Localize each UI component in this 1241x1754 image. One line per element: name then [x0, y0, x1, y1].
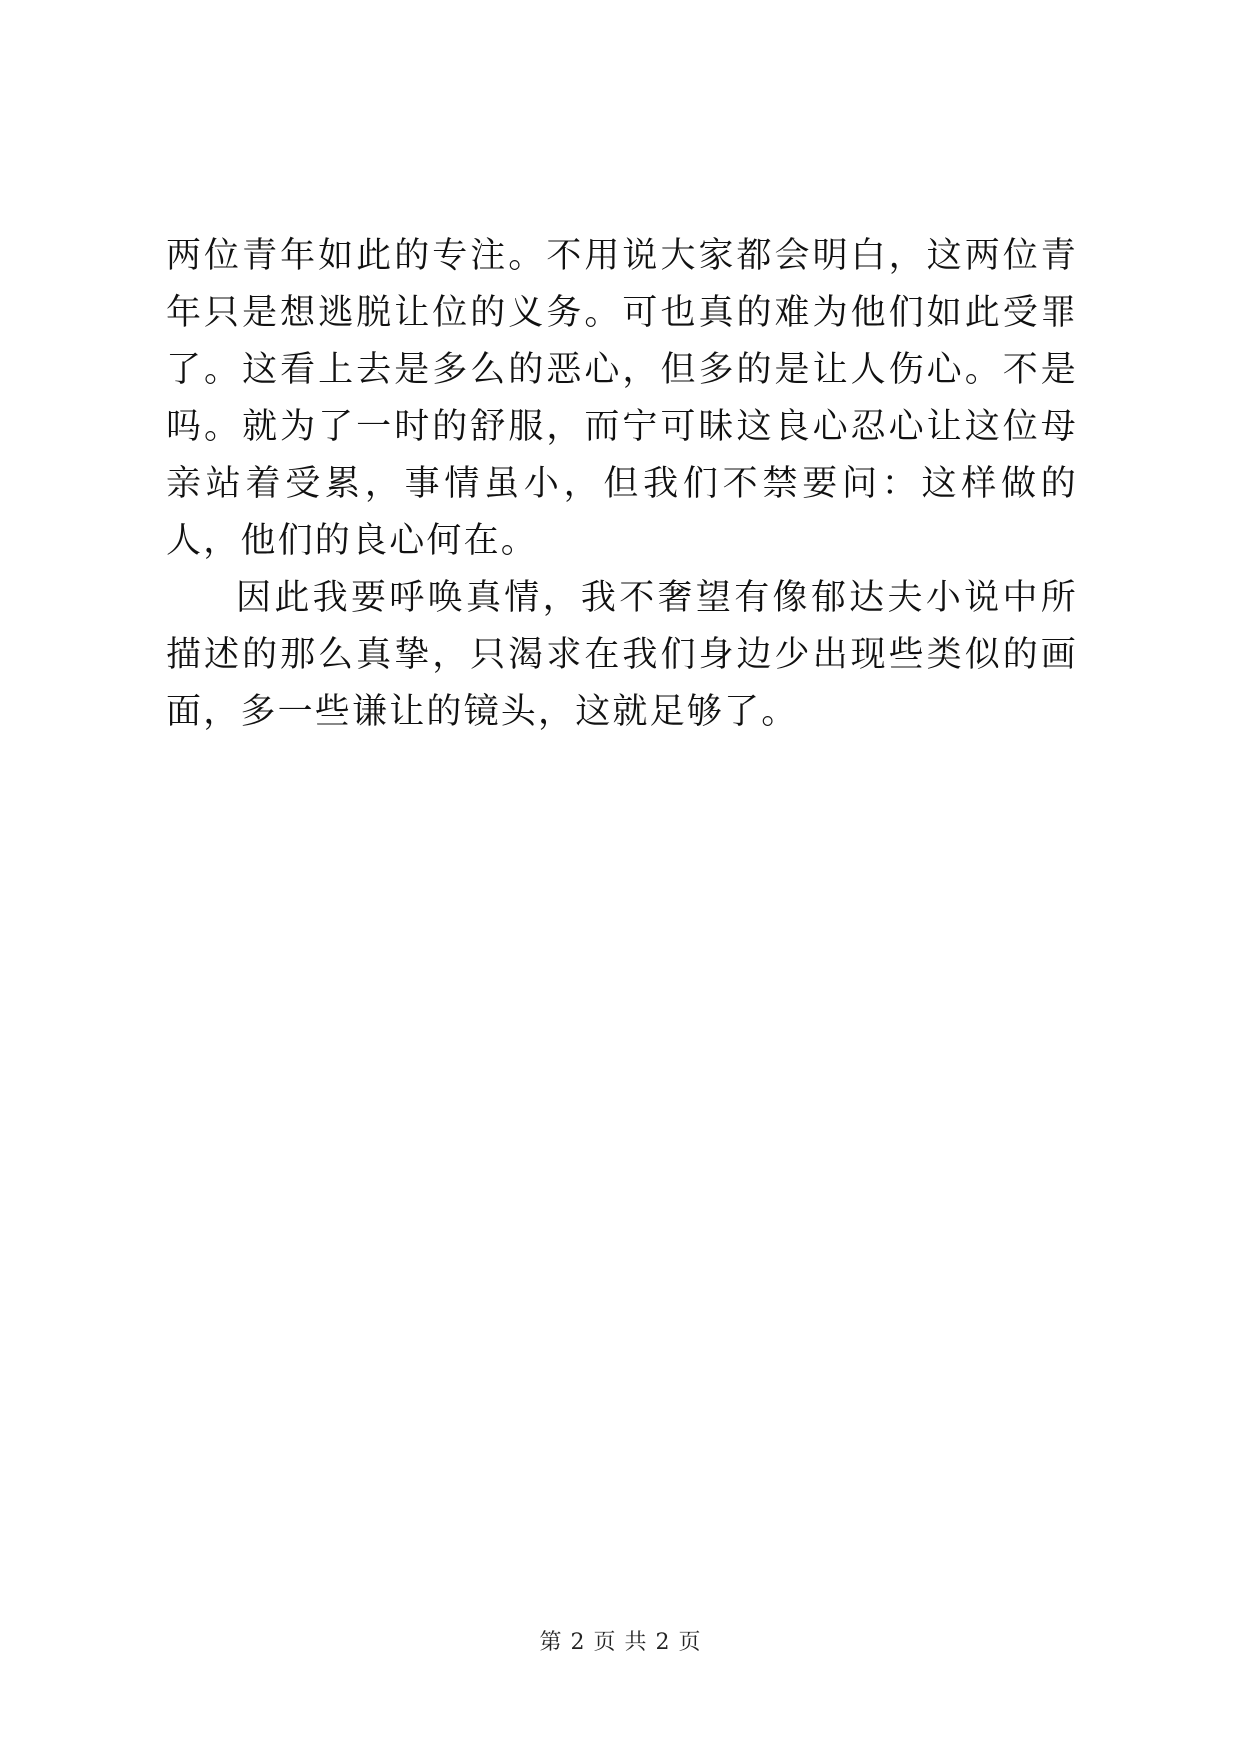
- page-footer: 第 2 页 共 2 页: [539, 1630, 702, 1655]
- paragraph-continuation: 两位青年如此的专注。不用说大家都会明白，这两位青年只是想逃脱让位的义务。可也真的难为他们如此受罪了。这看上去是多么的恶心，但多的是让人伤心。不是吗。就为了一时的舒服，而宁可昧这良心忍心让这位母亲站着受累，事情虽小，但我们不禁要问：这样做的人，他们的良心何在。: [166, 236, 1078, 561]
- document-body: [166, 228, 1078, 741]
- paragraph-conclusion: 因此我要呼唤真情，我不奢望有像郁达夫小说中所描述的那么真挚，只渴求在我们身边少出现些类似的画面，多一些谦让的镜头，这就足够了。: [166, 578, 1078, 732]
